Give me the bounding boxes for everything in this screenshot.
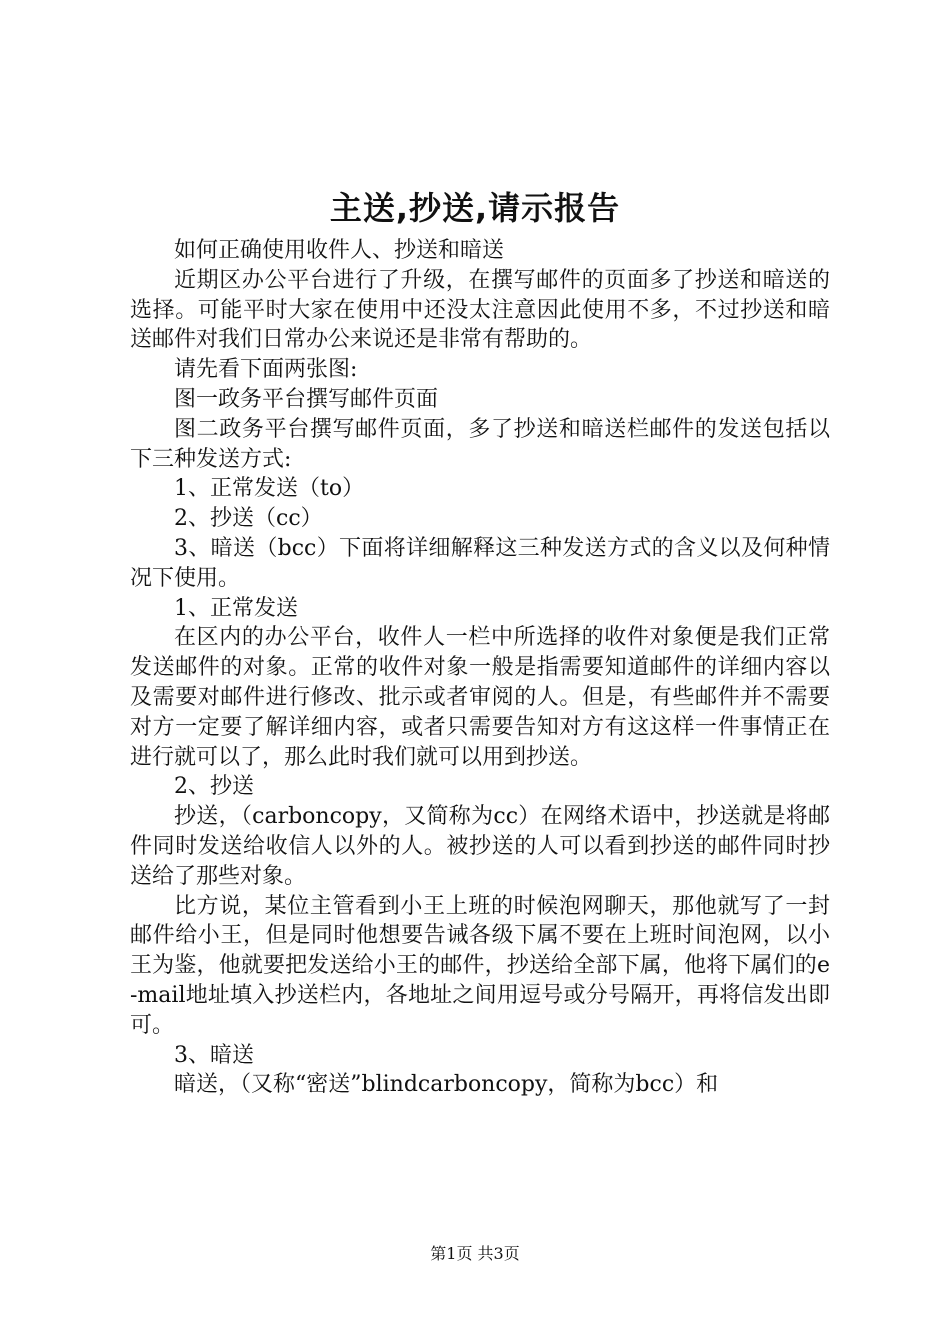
paragraph: 请先看下面两张图:: [174, 357, 358, 383]
paragraph: 在区内的办公平台，收件人一栏中所选择的收件对象便是我们正常发送邮件的对象。正常的收件对象一般是指需要知道邮件的详细内容以及需要对邮件进行修改、批示或者审阅的人。但是，有些邮件并不需要对方一定要了解详细内容，或者只需要告知对方有这这样一件事情正在进行就可以了，那么此时我们就可以用到抄送。: [130, 625, 830, 770]
paragraph: 图二政务平台撰写邮件页面，多了抄送和暗送栏邮件的发送包括以下三种发送方式:: [130, 416, 830, 472]
paragraph: 暗送，（又称“密送”blindcarboncopy，简称为bcc）和: [174, 1072, 719, 1098]
section-heading: 1、正常发送: [174, 595, 298, 621]
document-title: 主送,抄送,请示报告: [329, 189, 621, 227]
list-item: 1、正常发送（to）: [174, 476, 365, 502]
paragraph: 比方说，某位主管看到小王上班的时候泡网聊天，那他就写了一封邮件给小王，但是同时他想要告诫各级下属不要在上班时间泡网，以小王为鉴，他就要把发送给小王的邮件，抄送给全部下属，他将下属们的e-mail地址填入抄送栏内，各地址之间用逗号或分号隔开，再将信发出即可。: [130, 893, 830, 1038]
paragraph: 近期区办公平台进行了升级，在撰写邮件的页面多了抄送和暗送的选择。可能平时大家在使用中还没太注意因此使用不多，不过抄送和暗送邮件对我们日常办公来说还是非常有帮助的。: [130, 267, 830, 353]
list-item: 3、暗送（bcc）下面将详细解释这三种发送方式的含义以及何种情况下使用。: [130, 535, 830, 591]
section-heading: 2、抄送: [174, 774, 254, 800]
paragraph: 如何正确使用收件人、抄送和暗送: [174, 238, 505, 263]
paragraph: 抄送，（carboncopy，又简称为cc）在网络术语中，抄送就是将邮件同时发送给收信人以外的人。被抄送的人可以看到抄送的邮件同时抄送给了那些对象。: [130, 804, 830, 889]
section-heading: 3、暗送: [174, 1042, 254, 1068]
list-item: 2、抄送（cc）: [174, 506, 323, 532]
paragraph: 图一政务平台撰写邮件页面: [174, 386, 439, 412]
document-body: [130, 236, 830, 1100]
page-footer: 第1页 共3页: [430, 1244, 520, 1263]
